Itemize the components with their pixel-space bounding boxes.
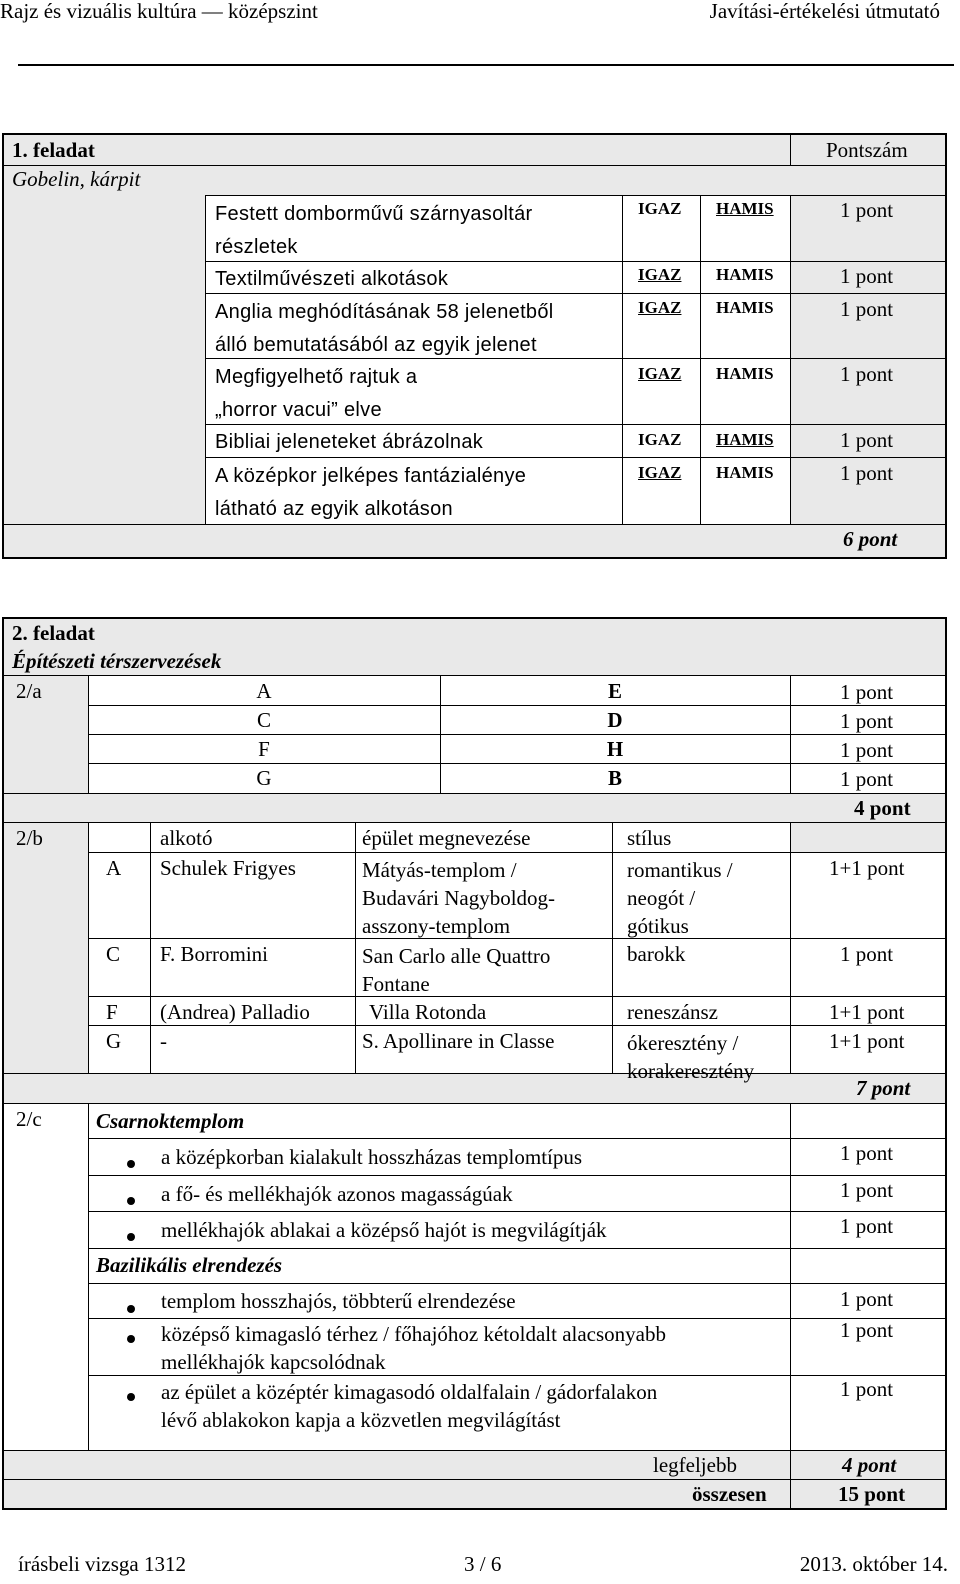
task1-row-1-hamis: HAMIS bbox=[716, 199, 774, 218]
task2c-g1-item-3-points: 1 pont bbox=[840, 1214, 894, 1238]
task2b-row-G-artist: - bbox=[160, 1029, 167, 1053]
task2b-row-C-style: barokk bbox=[627, 942, 686, 966]
task2-title: 2. feladat bbox=[12, 621, 95, 645]
footer-page-number: 3 / 6 bbox=[464, 1552, 502, 1576]
task1-row-2-text: Textilművészeti alkotások bbox=[215, 268, 449, 290]
task1-row-4-text: Megfigyelhető rajtuk a „horror vacui” elve bbox=[215, 366, 418, 421]
task2b-header-building: épület megnevezése bbox=[362, 826, 531, 850]
bullet-icon bbox=[127, 1393, 135, 1401]
task2a-row-2-left: C bbox=[256, 708, 271, 732]
task2b-row-A-building: Mátyás-templom / Budavári Nagyboldog- asszony-templom bbox=[362, 858, 556, 938]
task2b-row-A-id: A bbox=[106, 856, 122, 880]
task1-row-2-igaz: IGAZ bbox=[638, 265, 682, 284]
task2c-g1-item-2-points: 1 pont bbox=[840, 1178, 894, 1202]
task2b-row-A-points: 1+1 pont bbox=[829, 856, 905, 880]
task2c-g2-item-3: az épület a középtér kimagasodó oldalfalain / gádorfalakon lévő ablakokon kapja a közvetlen megvilágítást bbox=[161, 1380, 658, 1432]
task2c-g1-item-3: mellékhajók ablakai a középső hajót is megvilágítják bbox=[161, 1218, 607, 1242]
task1-row-3-hamis: HAMIS bbox=[716, 298, 774, 317]
footer-date: 2013. október 14. bbox=[799, 1552, 948, 1576]
task2b-row-C-building: San Carlo alle Quattro Fontane bbox=[362, 944, 551, 996]
task1-score-header: Pontszám bbox=[826, 138, 908, 162]
task1-row-1-text: Festett domborművű szárnyasoltár részletek bbox=[215, 203, 533, 258]
task1-row-2-hamis: HAMIS bbox=[716, 265, 774, 284]
bullet-icon bbox=[127, 1197, 135, 1205]
task2a-row-4-points: 1 pont bbox=[840, 767, 894, 791]
task2a-row-1-right: E bbox=[607, 679, 622, 703]
task2c-g1-item-2: a fő- és mellékhajók azonos magasságúak bbox=[161, 1182, 513, 1206]
header-doc-type: Javítási-értékelési útmutató bbox=[709, 0, 940, 23]
task2c-max-label: legfeljebb bbox=[653, 1453, 737, 1477]
task2-total-label: összesen bbox=[692, 1482, 767, 1506]
task2c-group2-title: Bazilikális elrendezés bbox=[96, 1253, 283, 1277]
task1-row-5-hamis: HAMIS bbox=[716, 430, 774, 449]
task2a-row-2-right: D bbox=[607, 708, 623, 732]
bullet-icon bbox=[127, 1160, 135, 1168]
task1-row-3-points: 1 pont bbox=[840, 297, 894, 321]
task1-subtitle: Gobelin, kárpit bbox=[12, 167, 141, 191]
task1-row-3-text: Anglia meghódításának 58 jelenetből álló bemutatásából az egyik jelenet bbox=[215, 301, 554, 356]
task2b-row-C-points: 1 pont bbox=[840, 942, 894, 966]
task2c-g2-item-3-points: 1 pont bbox=[840, 1377, 894, 1401]
task2b-row-F-style: reneszánsz bbox=[627, 1000, 718, 1024]
task2b-header-style: stílus bbox=[627, 826, 672, 850]
task2b-header-artist: alkotó bbox=[160, 826, 213, 850]
task1-row-3-igaz: IGAZ bbox=[638, 298, 682, 317]
task2a-row-3-left: F bbox=[258, 737, 270, 761]
task2-total-value: 15 pont bbox=[838, 1482, 906, 1506]
task1-row-5-igaz: IGAZ bbox=[638, 430, 682, 449]
task2a-row-1-points: 1 pont bbox=[840, 680, 894, 704]
task2b-row-C-artist: F. Borromini bbox=[160, 942, 268, 966]
task2a-row-2-points: 1 pont bbox=[840, 709, 894, 733]
task1-row-5-text: Bibliai jeleneteket ábrázolnak bbox=[215, 431, 484, 453]
task2a-label: 2/a bbox=[16, 679, 42, 703]
task2b-label: 2/b bbox=[16, 826, 43, 850]
task2a-row-4-left: G bbox=[256, 766, 272, 790]
footer-exam-id: írásbeli vizsga 1312 bbox=[18, 1552, 186, 1576]
task2b-row-A-artist: Schulek Frigyes bbox=[160, 856, 296, 880]
task2b-row-F-artist: (Andrea) Palladio bbox=[160, 1000, 310, 1024]
task2b-row-G-points: 1+1 pont bbox=[829, 1029, 905, 1053]
task1-row-6-points: 1 pont bbox=[840, 461, 894, 485]
task2b-row-F-building: Villa Rotonda bbox=[369, 1000, 487, 1024]
task1-row-4-hamis: HAMIS bbox=[716, 364, 774, 383]
task2c-g1-item-1: a középkorban kialakult hosszházas templomtípus bbox=[161, 1145, 583, 1169]
header-subject: Rajz és vizuális kultúra — középszint bbox=[0, 0, 318, 23]
task1-title: 1. feladat bbox=[12, 138, 95, 162]
task2c-g2-item-2-points: 1 pont bbox=[840, 1318, 894, 1342]
task2a-total: 4 pont bbox=[854, 796, 911, 820]
task2c-label: 2/c bbox=[16, 1107, 42, 1131]
task2a-row-3-points: 1 pont bbox=[840, 738, 894, 762]
task2b-total: 7 pont bbox=[856, 1076, 911, 1100]
task2b-row-C-id: C bbox=[106, 942, 121, 966]
task2a-row-4-right: B bbox=[607, 766, 622, 790]
task1-row-2-points: 1 pont bbox=[840, 264, 894, 288]
task2c-group1-title: Csarnoktemplom bbox=[96, 1109, 245, 1133]
task2b-row-G-style: ókeresztény / korakeresztény bbox=[627, 1031, 755, 1083]
task1-row-4-igaz: IGAZ bbox=[638, 364, 682, 383]
task1-row-6-text: A középkor jelképes fantázialénye látható az egyik alkotáson bbox=[215, 465, 527, 520]
task2b-row-G-building: S. Apollinare in Classe bbox=[362, 1029, 555, 1053]
bullet-icon bbox=[127, 1335, 135, 1343]
bullet-icon bbox=[127, 1305, 135, 1313]
task1-row-6-hamis: HAMIS bbox=[716, 463, 774, 482]
task1-row-6-igaz: IGAZ bbox=[638, 463, 682, 482]
bullet-icon bbox=[127, 1233, 135, 1241]
task2c-g2-item-1-points: 1 pont bbox=[840, 1287, 894, 1311]
task2c-max-value: 4 pont bbox=[842, 1453, 897, 1477]
task2c-g2-item-2: középső kimagasló térhez / főhajóhoz kétoldalt alacsonyabb mellékhajók kapcsolódnak bbox=[161, 1322, 666, 1374]
task1-row-1-igaz: IGAZ bbox=[638, 199, 682, 218]
task2a-row-3-right: H bbox=[606, 737, 624, 761]
task1-row-1-points: 1 pont bbox=[840, 198, 894, 222]
task2b-row-G-id: G bbox=[106, 1029, 122, 1053]
task2b-row-F-id: F bbox=[106, 1000, 118, 1024]
task1-row-4-points: 1 pont bbox=[840, 362, 894, 386]
task2b-row-F-points: 1+1 pont bbox=[829, 1000, 905, 1024]
task2c-g2-item-1: templom hosszhajós, többterű elrendezése bbox=[161, 1289, 516, 1313]
task2c-g1-item-1-points: 1 pont bbox=[840, 1141, 894, 1165]
task2-subtitle: Építészeti térszervezések bbox=[12, 649, 222, 673]
task2b-row-A-style: romantikus / neogót / gótikus bbox=[627, 858, 733, 938]
task2a-row-1-left: A bbox=[256, 679, 272, 703]
task1-total: 6 pont bbox=[843, 527, 898, 551]
task1-row-5-points: 1 pont bbox=[840, 428, 894, 452]
